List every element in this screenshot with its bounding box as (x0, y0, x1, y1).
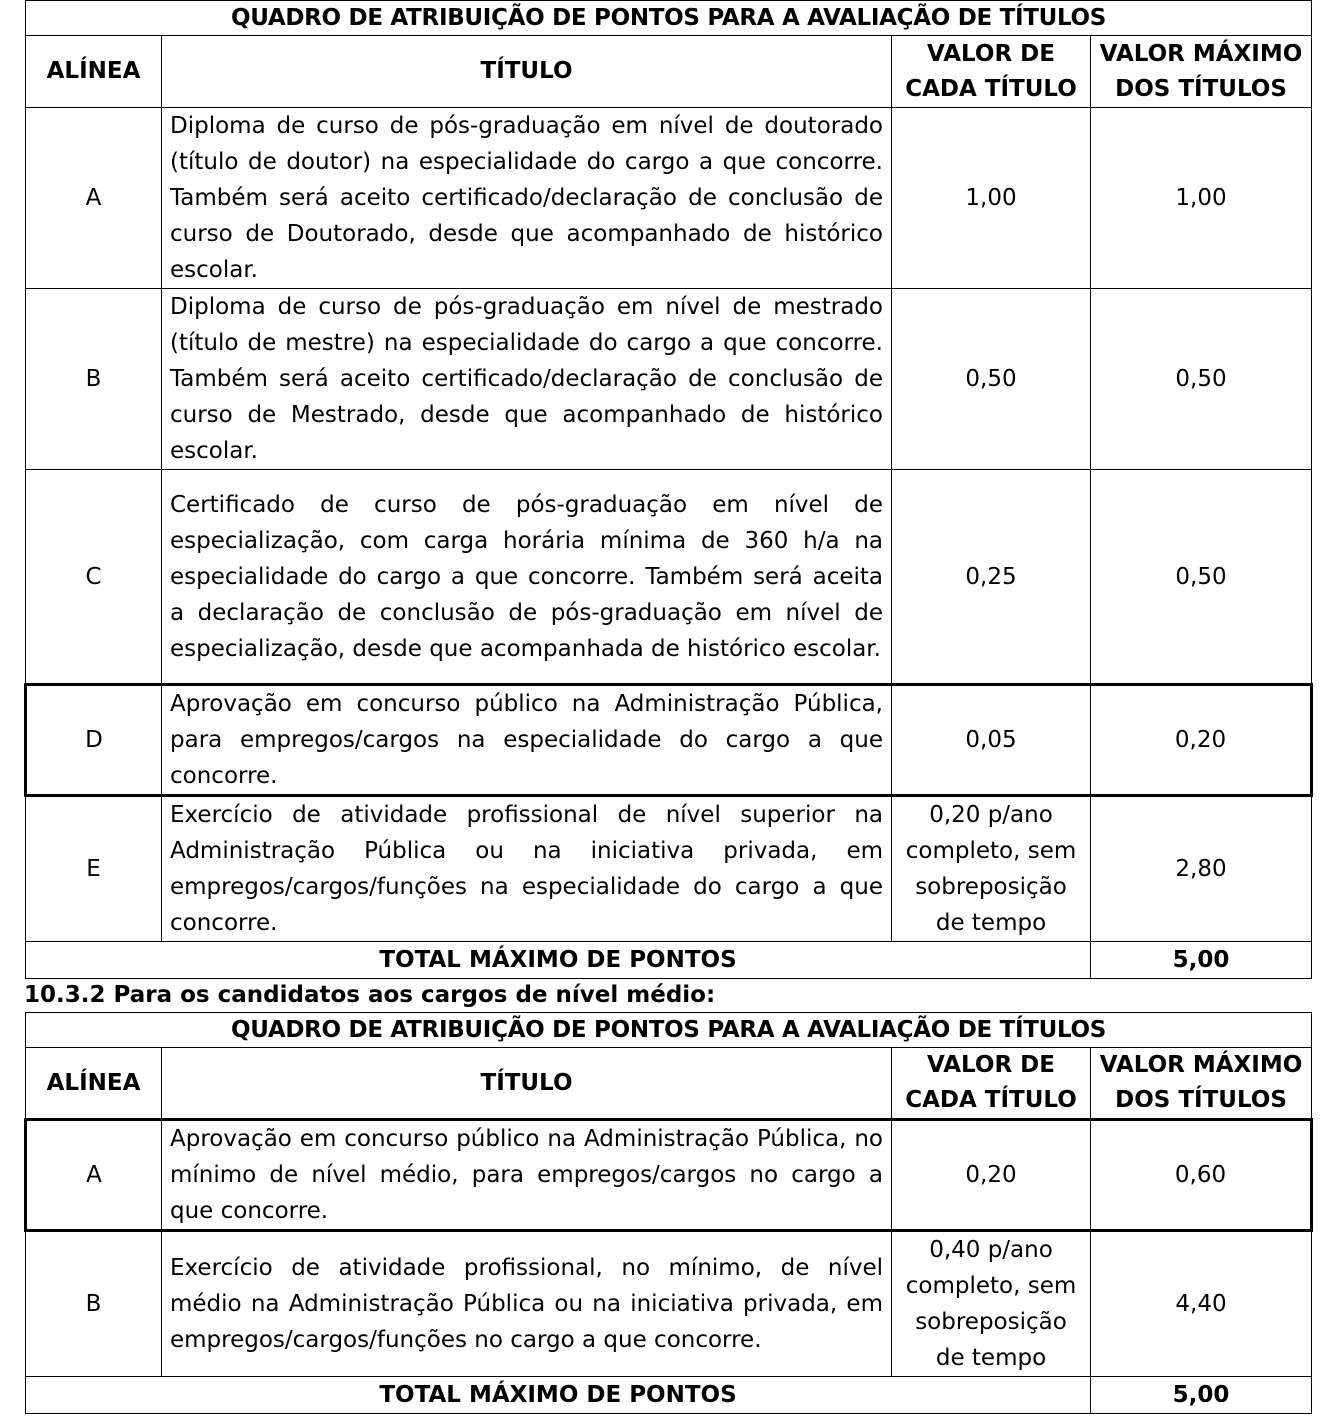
row-maximo: 0,20 (1091, 685, 1312, 796)
header-titulo: TÍTULO (162, 36, 892, 108)
table-caption: QUADRO DE ATRIBUIÇÃO DE PONTOS PARA A AVALIAÇÃO DE TÍTULOS (26, 1, 1312, 36)
table-row (26, 1231, 1312, 1377)
row-titulo: Aprovação em concurso público na Administração Pública, no mínimo de nível médio, para empregos/cargos no cargo a que concorre. (162, 1120, 892, 1231)
row-titulo: Exercício de atividade profissional de nível superior na Administração Pública ou na iniciativa privada, em empregos/cargos/funções na especialidade do cargo a que concorre. (162, 796, 892, 942)
total-value: 5,00 (1091, 1377, 1312, 1414)
row-valor: 0,20 p/ano completo, sem sobreposição de tempo (892, 796, 1091, 942)
header-titulo: TÍTULO (162, 1048, 892, 1120)
table-row (26, 108, 1312, 289)
header-valor-maximo: VALOR MÁXIMO DOS TÍTULOS (1091, 36, 1312, 108)
row-alinea: E (26, 796, 162, 942)
row-titulo: Diploma de curso de pós-graduação em nível de mestrado (título de mestre) na especialidade do cargo a que concorre. Também será aceito certificado/declaração de conclusão de curso de Mestrado, desde que acompanhado de histórico escolar. (162, 289, 892, 470)
total-row (26, 942, 1312, 979)
row-valor: 0,40 p/ano completo, sem sobreposição de tempo (892, 1231, 1091, 1377)
row-titulo: Exercício de atividade profissional, no mínimo, de nível médio na Administração Pública ou na iniciativa privada, em empregos/cargos/funções no cargo a que concorre. (162, 1231, 892, 1377)
row-alinea: C (26, 470, 162, 685)
header-alinea: ALÍNEA (26, 1048, 162, 1120)
points-table-medio (24, 1012, 1313, 1414)
row-titulo: Certificado de curso de pós-graduação em nível de especialização, com carga horária mínima de 360 h/a na especialidade do cargo a que concorre. Também será aceita a declaração de conclusão de pós-graduação em nível de especialização, desde que acompanhada de histórico escolar. (162, 470, 892, 685)
row-valor: 0,05 (892, 685, 1091, 796)
row-titulo: Diploma de curso de pós-graduação em nível de doutorado (título de doutor) na especialidade do cargo a que concorre. Também será aceito certificado/declaração de conclusão de curso de Doutorado, desde que acompanhado de histórico escolar. (162, 108, 892, 289)
row-maximo: 4,40 (1091, 1231, 1312, 1377)
header-valor-maximo: VALOR MÁXIMO DOS TÍTULOS (1091, 1048, 1312, 1120)
header-alinea: ALÍNEA (26, 36, 162, 108)
row-maximo: 1,00 (1091, 108, 1312, 289)
header-valor-cada: VALOR DE CADA TÍTULO (892, 36, 1091, 108)
total-label: TOTAL MÁXIMO DE PONTOS (26, 1377, 1091, 1414)
row-alinea: B (26, 289, 162, 470)
row-maximo: 2,80 (1091, 796, 1312, 942)
header-valor-cada: VALOR DE CADA TÍTULO (892, 1048, 1091, 1120)
table-row (26, 289, 1312, 470)
table-row (26, 1120, 1312, 1231)
row-valor: 0,25 (892, 470, 1091, 685)
row-maximo: 0,60 (1091, 1120, 1312, 1231)
row-maximo: 0,50 (1091, 289, 1312, 470)
total-row (26, 1377, 1312, 1414)
table-row (26, 796, 1312, 942)
section-heading: 10.3.2 Para os candidatos aos cargos de nível médio: (24, 982, 716, 1008)
row-maximo: 0,50 (1091, 470, 1312, 685)
row-alinea: A (26, 108, 162, 289)
points-table-superior (24, 0, 1313, 979)
row-valor: 0,50 (892, 289, 1091, 470)
row-titulo: Aprovação em concurso público na Administração Pública, para empregos/cargos na especialidade do cargo a que concorre. (162, 685, 892, 796)
total-label: TOTAL MÁXIMO DE PONTOS (26, 942, 1091, 979)
row-alinea: B (26, 1231, 162, 1377)
row-alinea: D (26, 685, 162, 796)
table-row (26, 470, 1312, 685)
table-row (26, 685, 1312, 796)
table-caption: QUADRO DE ATRIBUIÇÃO DE PONTOS PARA A AVALIAÇÃO DE TÍTULOS (26, 1013, 1312, 1048)
row-valor: 0,20 (892, 1120, 1091, 1231)
total-value: 5,00 (1091, 942, 1312, 979)
row-valor: 1,00 (892, 108, 1091, 289)
row-alinea: A (26, 1120, 162, 1231)
